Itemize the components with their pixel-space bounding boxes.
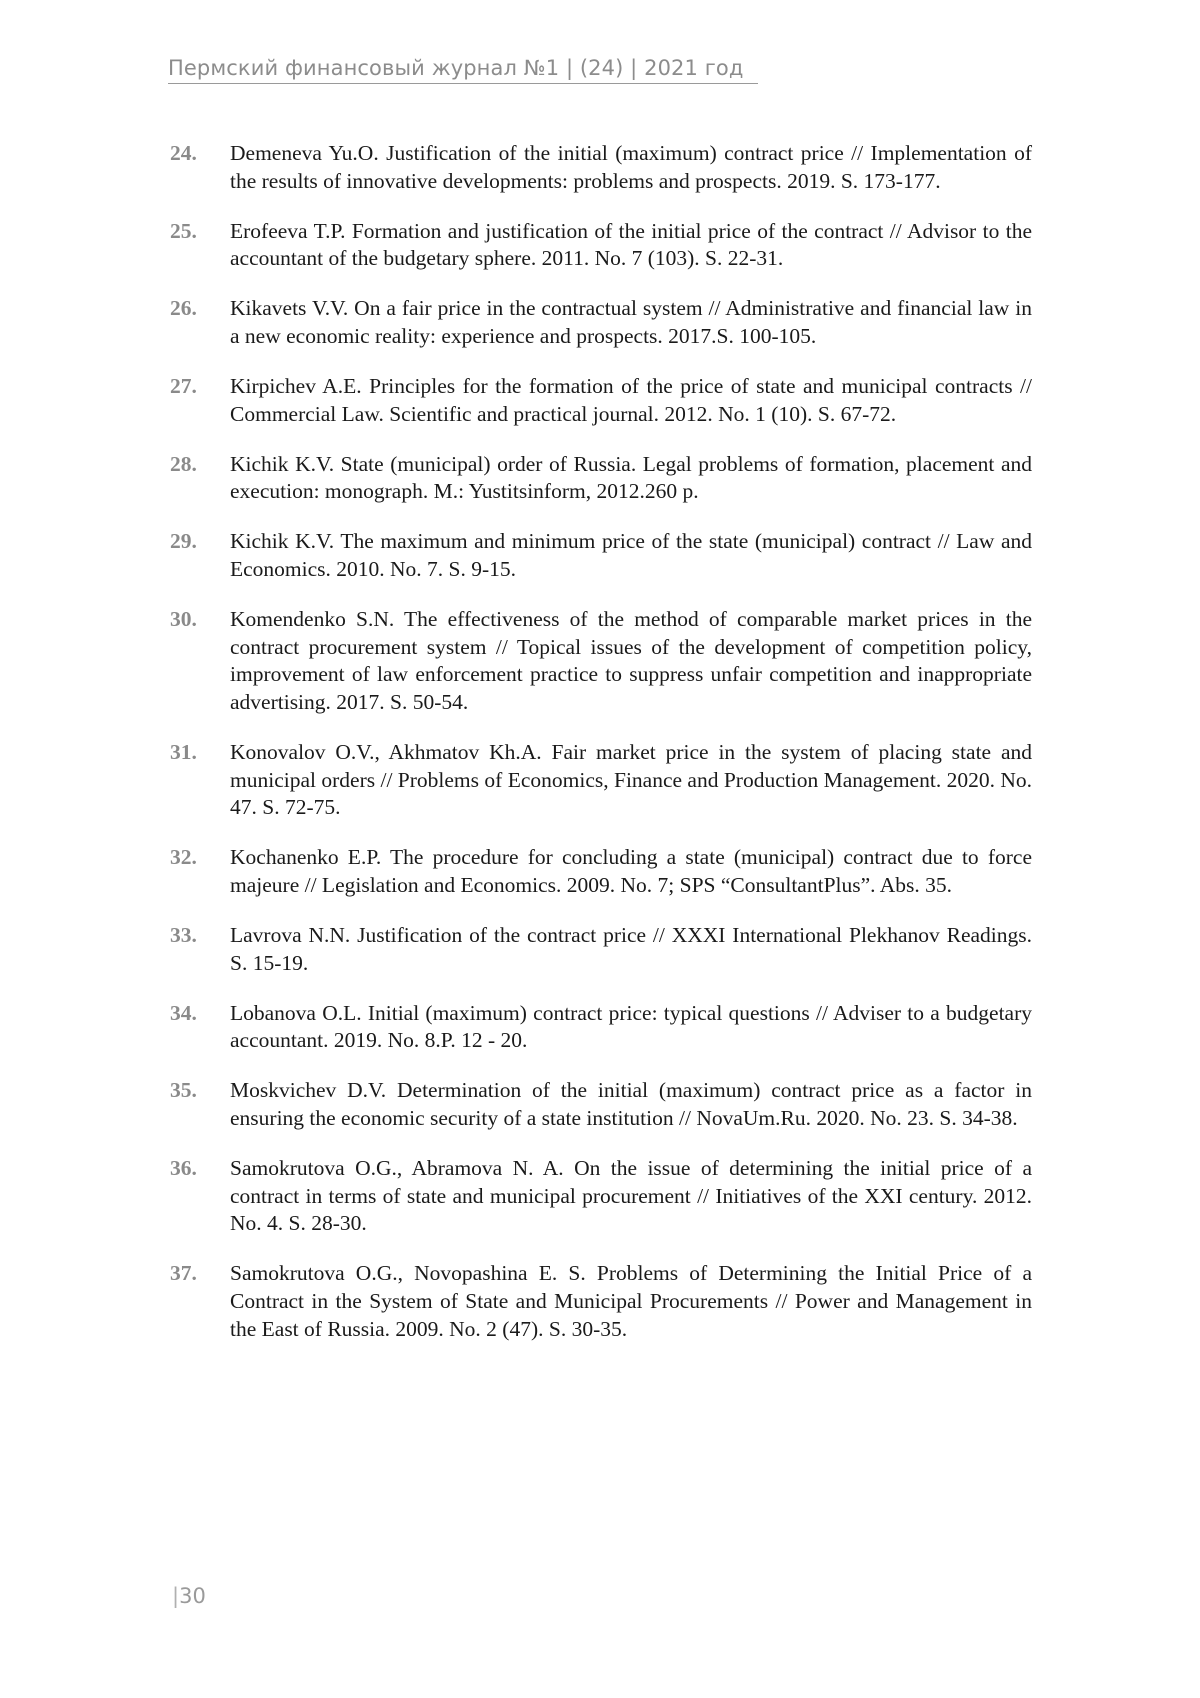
reference-item [170,451,1032,506]
reference-text: Demeneva Yu.O. Justification of the initial (maximum) contract price // Implementation of the results of innovative developments: problems and prospects. 2019. S. 173-177. [230,141,1032,193]
reference-item [170,528,1032,583]
reference-text: Erofeeva T.P. Formation and justification of the initial price of the contract // Advisor to the accountant of the budgetary sphere. 2011. No. 7 (103). S. 22-31. [230,218,1032,271]
reference-text: Konovalov O.V., Akhmatov Kh.A. Fair market price in the system of placing state and municipal orders // Problems of Economics, Finance and Production Management. 2020. No. 47. S. 72-75. [230,740,1032,820]
reference-number: 33. [170,922,197,947]
page-number [172,1584,206,1608]
reference-number: 32. [170,845,197,870]
reference-item [170,1000,1032,1055]
reference-text: Moskvichev D.V. Determination of the initial (maximum) contract price as a factor in ensuring the economic security of a state institution // NovaUm.Ru. 2020. No. 23. S. 34-38. [230,1078,1032,1130]
reference-number: 30. [170,607,197,632]
reference-text: Kichik K.V. The maximum and minimum price of the state (municipal) contract // Law and Economics. 2010. No. 7. S. 9-15. [230,529,1032,582]
reference-item [170,140,1032,195]
reference-item [170,922,1032,977]
reference-text: Samokrutova O.G., Abramova N. A. On the issue of determining the initial price of a contract in terms of state and municipal procurement // Initiatives of the XXI century. 2012. No. 4. S. 28-30. [230,1156,1032,1236]
reference-item [170,606,1032,716]
reference-item [170,218,1032,273]
reference-text: Kichik K.V. State (municipal) order of Russia. Legal problems of formation, placement and execution: monograph. M.: Yustitsinform, 2012.260 p. [230,451,1032,504]
page-number-value: 30 [179,1584,206,1608]
reference-text: Samokrutova O.G., Novopashina E. S. Problems of Determining the Initial Price of a Contract in the System of State and Municipal Procurements // Power and Management in the East of Russia. 2009. No. 2 (47). S. 30-35. [230,1261,1032,1341]
reference-number: 34. [170,1000,197,1025]
reference-item [170,373,1032,428]
reference-text: Kirpichev A.E. Principles for the formation of the price of state and municipal contracts // Commercial Law. Scientific and practical journal. 2012. No. 1 (10). S. 67-72. [230,374,1032,426]
reference-item [170,739,1032,822]
reference-text: Komendenko S.N. The effectiveness of the method of comparable market prices in the contract procurement system // Topical issues of the development of competition policy, improvement of law enforcement practice to suppress unfair competition and inappropriate advertising. 2017. S. 50-54. [230,607,1032,714]
reference-number: 31. [170,740,197,764]
reference-list [170,140,1032,1366]
page-number-bar: | [172,1584,180,1608]
reference-item [170,1155,1032,1238]
reference-text: Kochanenko E.P. The procedure for concluding a state (municipal) contract due to force majeure // Legislation and Economics. 2009. No. 7; SPS “ConsultantPlus”. Abs. 35. [230,845,1032,897]
reference-text: Kikavets V.V. On a fair price in the contractual system // Administrative and financial law in a new economic reality: experience and prospects. 2017.S. 100-105. [230,296,1032,348]
running-header: Пермский финансовый журнал №1 | (24) | 2021 год [168,56,758,84]
reference-item [170,1077,1032,1132]
reference-item [170,1260,1032,1343]
reference-number: 26. [170,296,197,321]
reference-number: 29. [170,529,197,554]
reference-item [170,844,1032,899]
reference-text: Lavrova N.N. Justification of the contract price // XXXI International Plekhanov Readings. S. 15-19. [230,922,1032,975]
reference-number: 28. [170,451,197,476]
reference-number: 24. [170,141,197,165]
reference-number: 27. [170,374,197,399]
reference-number: 36. [170,1156,197,1181]
reference-number: 25. [170,218,197,243]
reference-number: 37. [170,1261,197,1286]
reference-item [170,295,1032,350]
reference-text: Lobanova O.L. Initial (maximum) contract price: typical questions // Adviser to a budgetary accountant. 2019. No. 8.P. 12 - 20. [230,1000,1032,1053]
reference-number: 35. [170,1078,197,1103]
